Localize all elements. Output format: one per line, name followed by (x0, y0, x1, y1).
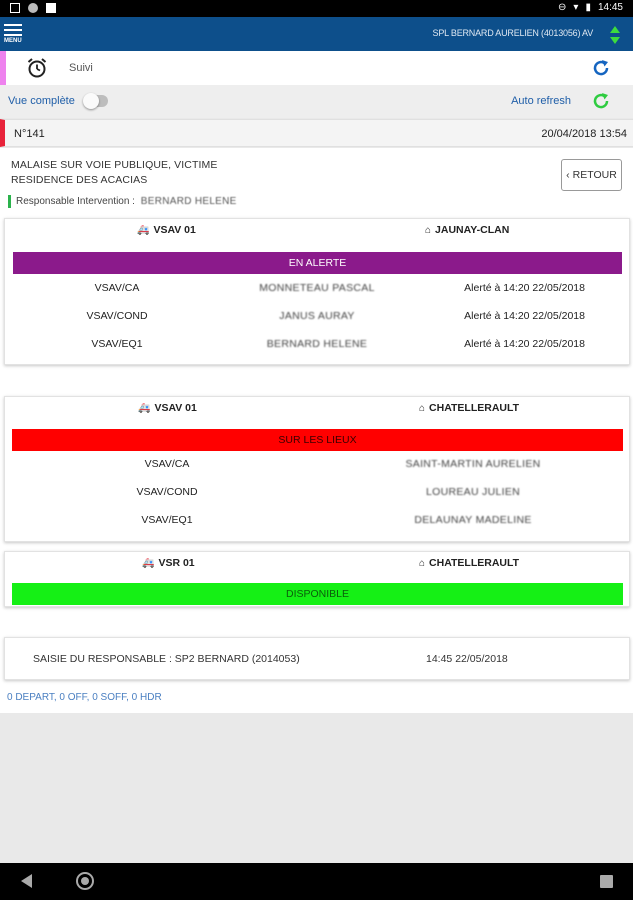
suivi-label: Suivi (69, 62, 93, 74)
crew-alert-time: Alerté à 14:20 22/05/2018 (464, 338, 585, 350)
status-bar (0, 0, 633, 17)
refresh-icon[interactable] (591, 58, 611, 78)
alarm-clock-icon[interactable] (26, 57, 48, 79)
station-name (419, 552, 519, 574)
vehicle-card[interactable] (4, 218, 630, 365)
do-not-disturb-icon: ⊖ (558, 2, 567, 13)
clock: 14:45 (597, 2, 623, 13)
battery-icon: ▮ (585, 2, 591, 13)
crew-role: VSAV/EQ1 (91, 338, 143, 350)
crew-row (5, 303, 631, 331)
auto-refresh-label: Auto refresh (511, 95, 571, 107)
crew-row (5, 275, 631, 303)
chevron-left-icon: ‹ (566, 169, 570, 181)
responsable-entry-card (4, 637, 630, 680)
departure-summary[interactable]: 0 DEPART, 0 OFF, 0 SOFF, 0 HDR (7, 692, 162, 703)
vehicle-icon: 🚑 (138, 402, 151, 414)
crew-row (5, 451, 631, 479)
notification-icon (46, 3, 56, 13)
vehicle-card[interactable] (4, 551, 630, 607)
vehicle-name (142, 552, 195, 574)
vehicle-icon: 🚑 (137, 224, 150, 236)
status-banner: DISPONIBLE (12, 583, 623, 605)
description-line: MALAISE SUR VOIE PUBLIQUE, VICTIME (11, 159, 218, 171)
station-name (419, 397, 519, 419)
wifi-icon: ▾ (573, 2, 579, 13)
crew-role: VSAV/COND (86, 310, 148, 322)
home-button-icon[interactable] (76, 872, 94, 890)
navigation-bar (0, 863, 633, 900)
crew-name: BERNARD HELENE (266, 338, 368, 350)
crew-row (5, 479, 631, 507)
description-line: RESIDENCE DES ACACIAS (11, 174, 148, 186)
station-name (425, 219, 509, 241)
vehicle-icon: 🚑 (142, 557, 155, 569)
full-view-toggle[interactable] (84, 95, 108, 107)
responsable-name: BERNARD HELENE (140, 196, 237, 207)
menu-icon-bar (4, 29, 22, 31)
sort-arrows-icon[interactable] (609, 25, 621, 45)
intervention-description (11, 158, 217, 188)
responsable-entry-label: SAISIE DU RESPONSABLE : SP2 BERNARD (2014053) (33, 653, 300, 665)
menu-icon (4, 24, 22, 26)
vehicle-name (137, 219, 196, 241)
crew-name: SAINT-MARTIN AURELIEN (405, 458, 541, 470)
crew-role: VSAV/EQ1 (141, 514, 193, 526)
crew-row (5, 507, 631, 535)
responsable-intervention (8, 195, 237, 208)
intervention-number: N°141 (14, 128, 45, 140)
home-icon: ⌂ (425, 224, 432, 236)
crew-alert-time: Alerté à 14:20 22/05/2018 (464, 282, 585, 294)
station-label: JAUNAY-CLAN (435, 224, 510, 236)
crew-row (5, 331, 631, 359)
vehicle-label: VSAV 01 (154, 402, 197, 414)
vehicle-label: VSAV 01 (153, 224, 196, 236)
vehicle-label: VSR 01 (158, 557, 195, 569)
intervention-detail (0, 148, 633, 713)
station-label: CHATELLERAULT (429, 402, 520, 414)
vehicle-name (138, 397, 197, 419)
user-info: SPL BERNARD AURELIEN (4013056) AV (432, 28, 593, 38)
app-bar (0, 17, 633, 51)
crew-name: MONNETEAU PASCAL (259, 282, 375, 294)
home-icon: ⌂ (419, 402, 426, 414)
toggle-knob (83, 93, 99, 109)
retour-label: RETOUR (572, 169, 617, 181)
station-label: CHATELLERAULT (429, 557, 520, 569)
crew-role: VSAV/COND (136, 486, 198, 498)
view-options-row (0, 85, 633, 118)
crew-alert-time: Alerté à 14:20 22/05/2018 (464, 310, 585, 322)
suivi-row (0, 51, 633, 85)
status-banner: SUR LES LIEUX (12, 429, 623, 451)
crew-role: VSAV/CA (94, 282, 140, 294)
crew-role: VSAV/CA (144, 458, 190, 470)
menu-label: MENU (4, 38, 22, 44)
notification-icon (10, 3, 20, 13)
sync-icon (28, 3, 38, 13)
intervention-date: 20/04/2018 13:54 (541, 128, 627, 140)
crew-name: LOUREAU JULIEN (425, 486, 521, 498)
back-icon[interactable] (21, 874, 32, 888)
retour-button[interactable] (561, 159, 622, 191)
crew-name: JANUS AURAY (279, 310, 355, 322)
vehicle-card[interactable] (4, 396, 630, 542)
responsable-entry-time: 14:45 22/05/2018 (426, 653, 508, 665)
recent-apps-icon[interactable] (600, 875, 613, 888)
crew-name: DELAUNAY MADELINE (414, 514, 532, 526)
status-banner: EN ALERTE (13, 252, 622, 274)
responsable-label: Responsable Intervention : (16, 196, 135, 207)
menu-button[interactable] (4, 21, 26, 49)
menu-icon-bar (4, 34, 22, 36)
intervention-header[interactable] (0, 119, 633, 147)
auto-refresh-icon[interactable] (591, 91, 611, 111)
full-view-label: Vue complète (8, 95, 75, 107)
home-icon: ⌂ (419, 557, 426, 569)
